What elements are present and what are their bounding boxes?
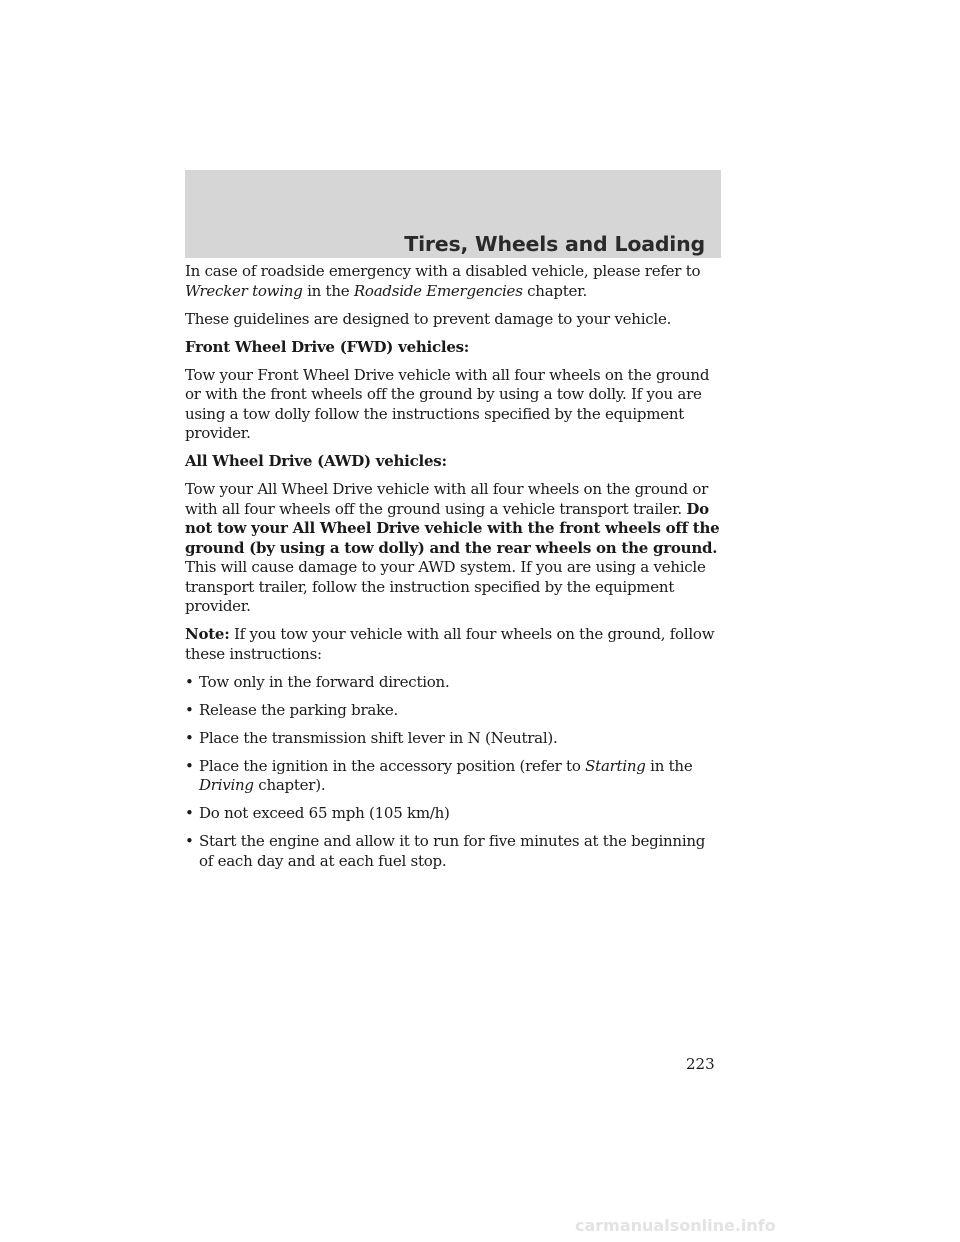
driving-reference: Driving xyxy=(199,776,254,794)
page-number: 223 xyxy=(686,1055,715,1073)
list-item: • Place the ignition in the accessory position (refer to Starting in the Driving chapter). xyxy=(185,756,693,794)
watermark: carmanualsonline.info xyxy=(575,1216,776,1235)
bullet-icon: • xyxy=(185,672,194,691)
roadside-emergencies-reference: Roadside Emergencies xyxy=(353,281,523,300)
list-item: • Release the parking brake. xyxy=(185,700,399,719)
bullet-icon: • xyxy=(185,728,194,747)
note-label: Note: xyxy=(185,625,230,643)
towing-instructions-list xyxy=(185,673,721,872)
awd-warning: Do not tow your All Wheel Drive vehicle with the front wheels off the ground (by using a tow dolly) and the rear wheels on the ground. xyxy=(185,499,720,557)
list-item: • Do not exceed 65 mph (105 km/h) xyxy=(185,804,450,822)
starting-reference: Starting xyxy=(585,756,646,775)
section-header-band xyxy=(185,170,721,258)
bullet-icon: • xyxy=(185,832,194,850)
fwd-heading: Front Wheel Drive (FWD) vehicles: xyxy=(185,337,470,356)
note-paragraph: Note: If you tow your vehicle with all four wheels on the ground, follow these instructions: xyxy=(185,625,715,663)
bullet-icon: • xyxy=(185,700,194,719)
bullet-icon: • xyxy=(185,804,194,822)
bullet-icon: • xyxy=(185,756,194,775)
list-item: • Start the engine and allow it to run for five minutes at the beginning of each day and at each fuel stop. xyxy=(185,832,706,870)
page-body xyxy=(185,262,721,880)
section-title: Tires, Wheels and Loading xyxy=(404,232,705,256)
wrecker-towing-reference: Wrecker towing xyxy=(185,281,303,300)
fwd-paragraph: Tow your Front Wheel Drive vehicle with all four wheels on the ground or with the front wheels off the ground by using a tow dolly. If you are using a tow dolly follow the instructions specified by the equipment provider. xyxy=(185,365,710,442)
awd-paragraph: Tow your All Wheel Drive vehicle with all four wheels on the ground or with all four wheels off the ground using a vehicle transport trailer. Do not tow your All Wheel Drive vehicle with the front wheels off the ground (by using a tow dolly) and the rear wheels on the ground. This will cause damage to your AWD system. If you are using a vehicle transport trailer, follow the instruction specified by the equipment provider. xyxy=(185,480,720,615)
list-item: • Tow only in the forward direction. xyxy=(185,672,450,691)
guidelines-paragraph: These guidelines are designed to prevent damage to your vehicle. xyxy=(185,309,672,328)
awd-heading: All Wheel Drive (AWD) vehicles: xyxy=(185,452,447,470)
list-item: • Place the transmission shift lever in N (Neutral). xyxy=(185,728,558,747)
roadside-emergency-paragraph: In case of roadside emergency with a disabled vehicle, please refer to Wrecker towing in the Roadside Emergencies chapter. xyxy=(185,262,701,300)
